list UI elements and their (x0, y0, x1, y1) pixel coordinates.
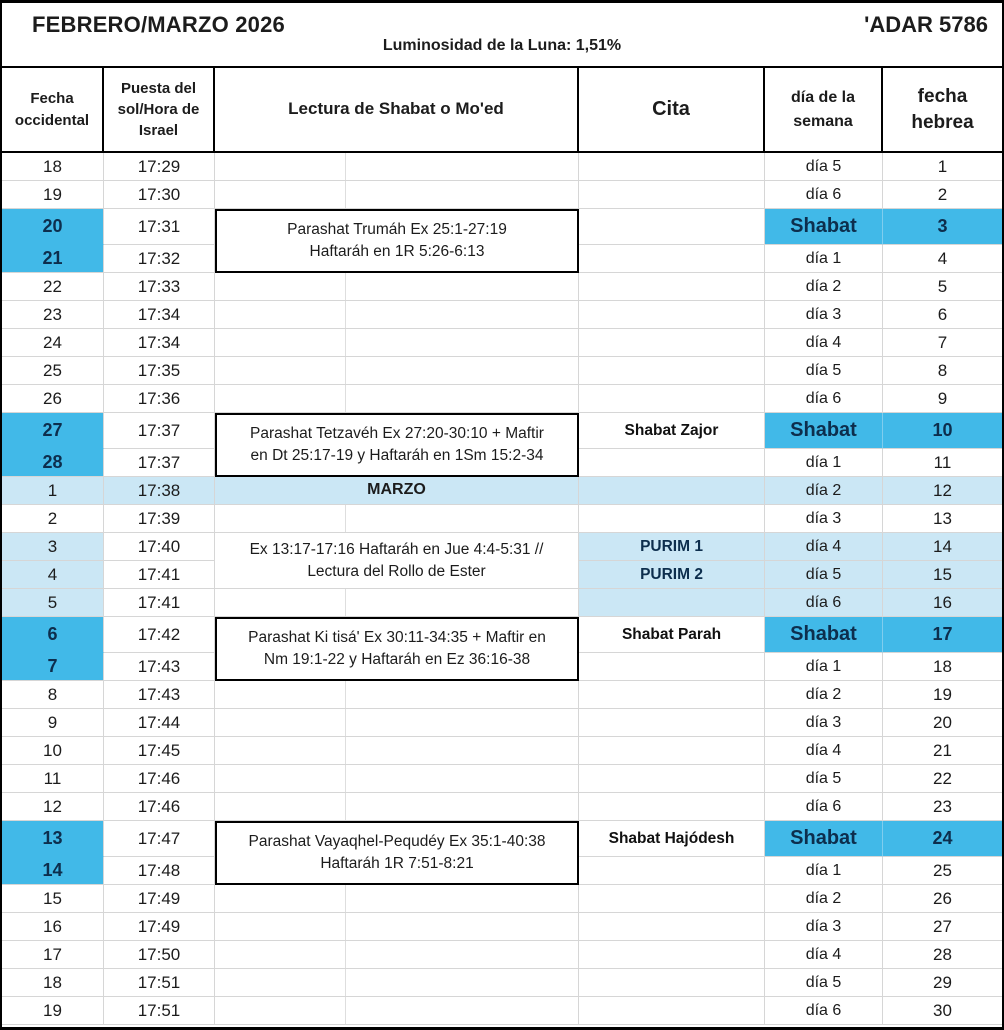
weekday-cell: día 6 (765, 589, 883, 617)
western-date-cell: 27 (2, 413, 104, 449)
reading-cell (215, 969, 579, 997)
hebrew-date-cell: 11 (883, 449, 1002, 477)
western-date-cell: 24 (2, 329, 104, 357)
sunset-time-cell: 17:37 (104, 413, 215, 449)
weekday-cell: día 4 (765, 941, 883, 969)
weekday-cell: día 2 (765, 681, 883, 709)
western-date-cell: 12 (2, 793, 104, 821)
col-header-sunset: Puesta del sol/Hora de Israel (104, 68, 215, 153)
sunset-time-cell: 17:49 (104, 913, 215, 941)
weekday-cell: día 5 (765, 153, 883, 181)
cita-cell (579, 737, 765, 765)
col-header-cita: Cita (579, 68, 765, 153)
weekday-cell: día 2 (765, 885, 883, 913)
sunset-time-cell: 17:43 (104, 653, 215, 681)
weekday-cell: día 1 (765, 653, 883, 681)
sunset-time-cell: 17:30 (104, 181, 215, 209)
hebrew-date-cell: 7 (883, 329, 1002, 357)
cita-cell (579, 793, 765, 821)
western-date-cell: 18 (2, 153, 104, 181)
sunset-time-cell: 17:42 (104, 617, 215, 653)
cita-cell (579, 885, 765, 913)
weekday-cell: Shabat (765, 413, 883, 449)
sunset-time-cell: 17:33 (104, 273, 215, 301)
cita-cell (579, 997, 765, 1025)
calendar-row (2, 617, 1002, 653)
western-date-cell: 25 (2, 357, 104, 385)
reading-cell (215, 941, 579, 969)
hebrew-date-cell: 18 (883, 653, 1002, 681)
weekday-cell: día 3 (765, 505, 883, 533)
hebrew-date-cell: 29 (883, 969, 1002, 997)
hebrew-date-cell: 6 (883, 301, 1002, 329)
calendar-row (2, 357, 1002, 385)
hebrew-date-cell: 12 (883, 477, 1002, 505)
weekday-cell: día 6 (765, 793, 883, 821)
hebrew-date-cell: 2 (883, 181, 1002, 209)
weekday-cell: día 6 (765, 385, 883, 413)
sunset-time-cell: 17:39 (104, 505, 215, 533)
reading-line: Parashat Trumáh Ex 25:1-27:19 (287, 221, 507, 238)
cita-cell: Shabat Hajódesh (579, 821, 765, 857)
calendar-row (2, 153, 1002, 181)
hebrew-date-cell: 25 (883, 857, 1002, 885)
cita-cell (579, 181, 765, 209)
calendar-row (2, 209, 1002, 245)
western-date-cell: 4 (2, 561, 104, 589)
sunset-time-cell: 17:48 (104, 857, 215, 885)
weekday-cell: día 2 (765, 477, 883, 505)
hebrew-date-cell: 15 (883, 561, 1002, 589)
weekday-cell: Shabat (765, 617, 883, 653)
western-date-cell: 2 (2, 505, 104, 533)
col-header-weekday: día de la semana (765, 68, 883, 153)
calendar-row (2, 181, 1002, 209)
sunset-time-cell: 17:41 (104, 589, 215, 617)
reading-cell (215, 153, 579, 181)
reading-cell (215, 821, 579, 885)
cita-cell (579, 357, 765, 385)
weekday-cell: día 5 (765, 561, 883, 589)
cita-cell (579, 505, 765, 533)
sunset-time-cell: 17:34 (104, 301, 215, 329)
weekday-cell: día 3 (765, 301, 883, 329)
calendar-row (2, 589, 1002, 617)
sunset-time-cell: 17:41 (104, 561, 215, 589)
cita-cell (579, 709, 765, 737)
calendar-row (2, 477, 1002, 505)
sunset-time-cell: 17:46 (104, 765, 215, 793)
hebrew-date-cell: 17 (883, 617, 1002, 653)
weekday-cell: día 1 (765, 245, 883, 273)
calendar-row (2, 737, 1002, 765)
cita-cell (579, 329, 765, 357)
hebrew-date-cell: 21 (883, 737, 1002, 765)
western-date-cell: 15 (2, 885, 104, 913)
calendar-row (2, 913, 1002, 941)
calendar-row (2, 533, 1002, 561)
reading-line: Parashat Vayaqhel-Pequdéy Ex 35:1-40:38 (248, 833, 546, 850)
western-date-cell: 18 (2, 969, 104, 997)
sunset-time-cell: 17:29 (104, 153, 215, 181)
reading-cell (215, 329, 579, 357)
sunset-time-cell: 17:34 (104, 329, 215, 357)
western-date-cell: 21 (2, 245, 104, 273)
weekday-cell: Shabat (765, 821, 883, 857)
weekday-cell: día 4 (765, 737, 883, 765)
western-date-cell: 26 (2, 385, 104, 413)
western-date-cell: 16 (2, 913, 104, 941)
cita-cell (579, 153, 765, 181)
weekday-cell: día 1 (765, 857, 883, 885)
reading-cell (215, 273, 579, 301)
sunset-time-cell: 17:51 (104, 997, 215, 1025)
western-date-cell: 19 (2, 181, 104, 209)
reading-cell (215, 709, 579, 737)
cita-cell (579, 449, 765, 477)
reading-line: Parashat Ki tisá' Ex 30:11-34:35 + Maftir en (248, 629, 546, 646)
hebrew-date-cell: 23 (883, 793, 1002, 821)
col-header-western-date: Fecha occidental (2, 68, 104, 153)
sunset-time-cell: 17:37 (104, 449, 215, 477)
calendar-row (2, 273, 1002, 301)
cita-cell (579, 653, 765, 681)
reading-cell (215, 385, 579, 413)
hebrew-date-cell: 5 (883, 273, 1002, 301)
calendar-row (2, 765, 1002, 793)
weekday-cell: día 5 (765, 969, 883, 997)
reading-cell (215, 301, 579, 329)
calendar-row (2, 385, 1002, 413)
col-header-hebrew-date: fecha hebrea (883, 68, 1002, 153)
cita-cell (579, 913, 765, 941)
cita-cell: Shabat Parah (579, 617, 765, 653)
western-date-cell: 22 (2, 273, 104, 301)
reading-line: MARZO (367, 481, 426, 499)
sunset-time-cell: 17:35 (104, 357, 215, 385)
reading-line: en Dt 25:17-19 y Haftaráh en 1Sm 15:2-34 (250, 447, 544, 464)
weekday-cell: día 6 (765, 181, 883, 209)
weekday-cell: día 4 (765, 533, 883, 561)
hebrew-date-cell: 4 (883, 245, 1002, 273)
cita-cell (579, 589, 765, 617)
cita-cell: Shabat Zajor (579, 413, 765, 449)
western-date-cell: 19 (2, 997, 104, 1025)
calendar-row (2, 793, 1002, 821)
header-row (2, 68, 1002, 153)
western-date-cell: 13 (2, 821, 104, 857)
reading-line: Parashat Tetzavéh Ex 27:20-30:10 + Maftir (250, 425, 544, 442)
reading-cell (215, 413, 579, 477)
reading-cell (215, 793, 579, 821)
hebrew-date-cell: 10 (883, 413, 1002, 449)
reading-line: Lectura del Rollo de Ester (307, 562, 486, 580)
hebrew-date-cell: 28 (883, 941, 1002, 969)
cita-cell (579, 385, 765, 413)
reading-line: Haftaráh 1R 7:51-8:21 (320, 855, 474, 872)
calendar-row (2, 329, 1002, 357)
reading-cell (215, 885, 579, 913)
western-date-cell: 14 (2, 857, 104, 885)
hebrew-month-title: 'ADAR 5786 (864, 12, 988, 37)
cita-cell (579, 765, 765, 793)
weekday-cell: día 1 (765, 449, 883, 477)
reading-cell (215, 533, 579, 589)
sunset-time-cell: 17:50 (104, 941, 215, 969)
reading-line: Haftaráh en 1R 5:26-6:13 (309, 243, 485, 260)
sunset-time-cell: 17:43 (104, 681, 215, 709)
calendar-table (2, 66, 1002, 1025)
hebrew-date-cell: 24 (883, 821, 1002, 857)
western-date-cell: 7 (2, 653, 104, 681)
sunset-time-cell: 17:36 (104, 385, 215, 413)
calendar-row (2, 681, 1002, 709)
hebrew-date-cell: 16 (883, 589, 1002, 617)
weekday-cell: día 4 (765, 329, 883, 357)
calendar-row (2, 413, 1002, 449)
hebrew-date-cell: 20 (883, 709, 1002, 737)
cita-cell (579, 681, 765, 709)
weekday-cell: Shabat (765, 209, 883, 245)
hebrew-date-cell: 19 (883, 681, 1002, 709)
sunset-time-cell: 17:45 (104, 737, 215, 765)
weekday-cell: día 3 (765, 709, 883, 737)
cita-cell (579, 245, 765, 273)
cita-cell (579, 941, 765, 969)
hebrew-date-cell: 22 (883, 765, 1002, 793)
hebrew-date-cell: 26 (883, 885, 1002, 913)
reading-cell (215, 181, 579, 209)
sunset-time-cell: 17:49 (104, 885, 215, 913)
western-date-cell: 5 (2, 589, 104, 617)
sunset-time-cell: 17:38 (104, 477, 215, 505)
western-date-cell: 8 (2, 681, 104, 709)
weekday-cell: día 6 (765, 997, 883, 1025)
cita-cell: PURIM 2 (579, 561, 765, 589)
sunset-time-cell: 17:51 (104, 969, 215, 997)
calendar-row (2, 997, 1002, 1025)
calendar-row (2, 821, 1002, 857)
western-date-cell: 20 (2, 209, 104, 245)
reading-cell (215, 913, 579, 941)
western-date-cell: 6 (2, 617, 104, 653)
reading-cell (215, 997, 579, 1025)
reading-cell (215, 617, 579, 681)
hebrew-date-cell: 27 (883, 913, 1002, 941)
cita-cell (579, 857, 765, 885)
sunset-time-cell: 17:32 (104, 245, 215, 273)
weekday-cell: día 5 (765, 765, 883, 793)
hebrew-date-cell: 3 (883, 209, 1002, 245)
calendar-row (2, 885, 1002, 913)
western-date-cell: 28 (2, 449, 104, 477)
cita-cell (579, 301, 765, 329)
weekday-cell: día 3 (765, 913, 883, 941)
reading-cell (215, 209, 579, 273)
western-date-cell: 11 (2, 765, 104, 793)
cita-cell (579, 209, 765, 245)
reading-cell (215, 357, 579, 385)
col-header-reading: Lectura de Shabat o Mo'ed (215, 68, 579, 153)
sunset-time-cell: 17:31 (104, 209, 215, 245)
calendar-row (2, 301, 1002, 329)
western-date-cell: 9 (2, 709, 104, 737)
reading-cell (215, 477, 579, 505)
cita-cell (579, 477, 765, 505)
reading-cell (215, 589, 579, 617)
reading-cell (215, 737, 579, 765)
reading-cell (215, 681, 579, 709)
western-date-cell: 1 (2, 477, 104, 505)
sunset-time-cell: 17:46 (104, 793, 215, 821)
calendar-row (2, 709, 1002, 737)
calendar-row (2, 969, 1002, 997)
western-date-cell: 3 (2, 533, 104, 561)
sunset-time-cell: 17:47 (104, 821, 215, 857)
hebrew-date-cell: 9 (883, 385, 1002, 413)
moon-luminosity-label: Luminosidad de la Luna: 1,51% (382, 37, 622, 54)
reading-cell (215, 505, 579, 533)
hebrew-date-cell: 30 (883, 997, 1002, 1025)
sunset-time-cell: 17:44 (104, 709, 215, 737)
reading-line: Nm 19:1-22 y Haftaráh en Ez 36:16-38 (263, 651, 531, 668)
hebrew-date-cell: 13 (883, 505, 1002, 533)
hebrew-date-cell: 1 (883, 153, 1002, 181)
cita-cell (579, 969, 765, 997)
sunset-time-cell: 17:40 (104, 533, 215, 561)
western-date-cell: 10 (2, 737, 104, 765)
cita-cell: PURIM 1 (579, 533, 765, 561)
calendar-table-body (2, 153, 1002, 1025)
hebrew-date-cell: 8 (883, 357, 1002, 385)
weekday-cell: día 2 (765, 273, 883, 301)
title-bar (2, 3, 1002, 37)
reading-line: Ex 13:17-17:16 Haftaráh en Jue 4:4-5:31 // (249, 540, 544, 558)
western-date-cell: 17 (2, 941, 104, 969)
calendar-row (2, 505, 1002, 533)
calendar-row (2, 941, 1002, 969)
western-date-cell: 23 (2, 301, 104, 329)
cita-cell (579, 273, 765, 301)
reading-cell (215, 765, 579, 793)
page-title: FEBRERO/MARZO 2026 (32, 12, 285, 37)
weekday-cell: día 5 (765, 357, 883, 385)
hebrew-date-cell: 14 (883, 533, 1002, 561)
